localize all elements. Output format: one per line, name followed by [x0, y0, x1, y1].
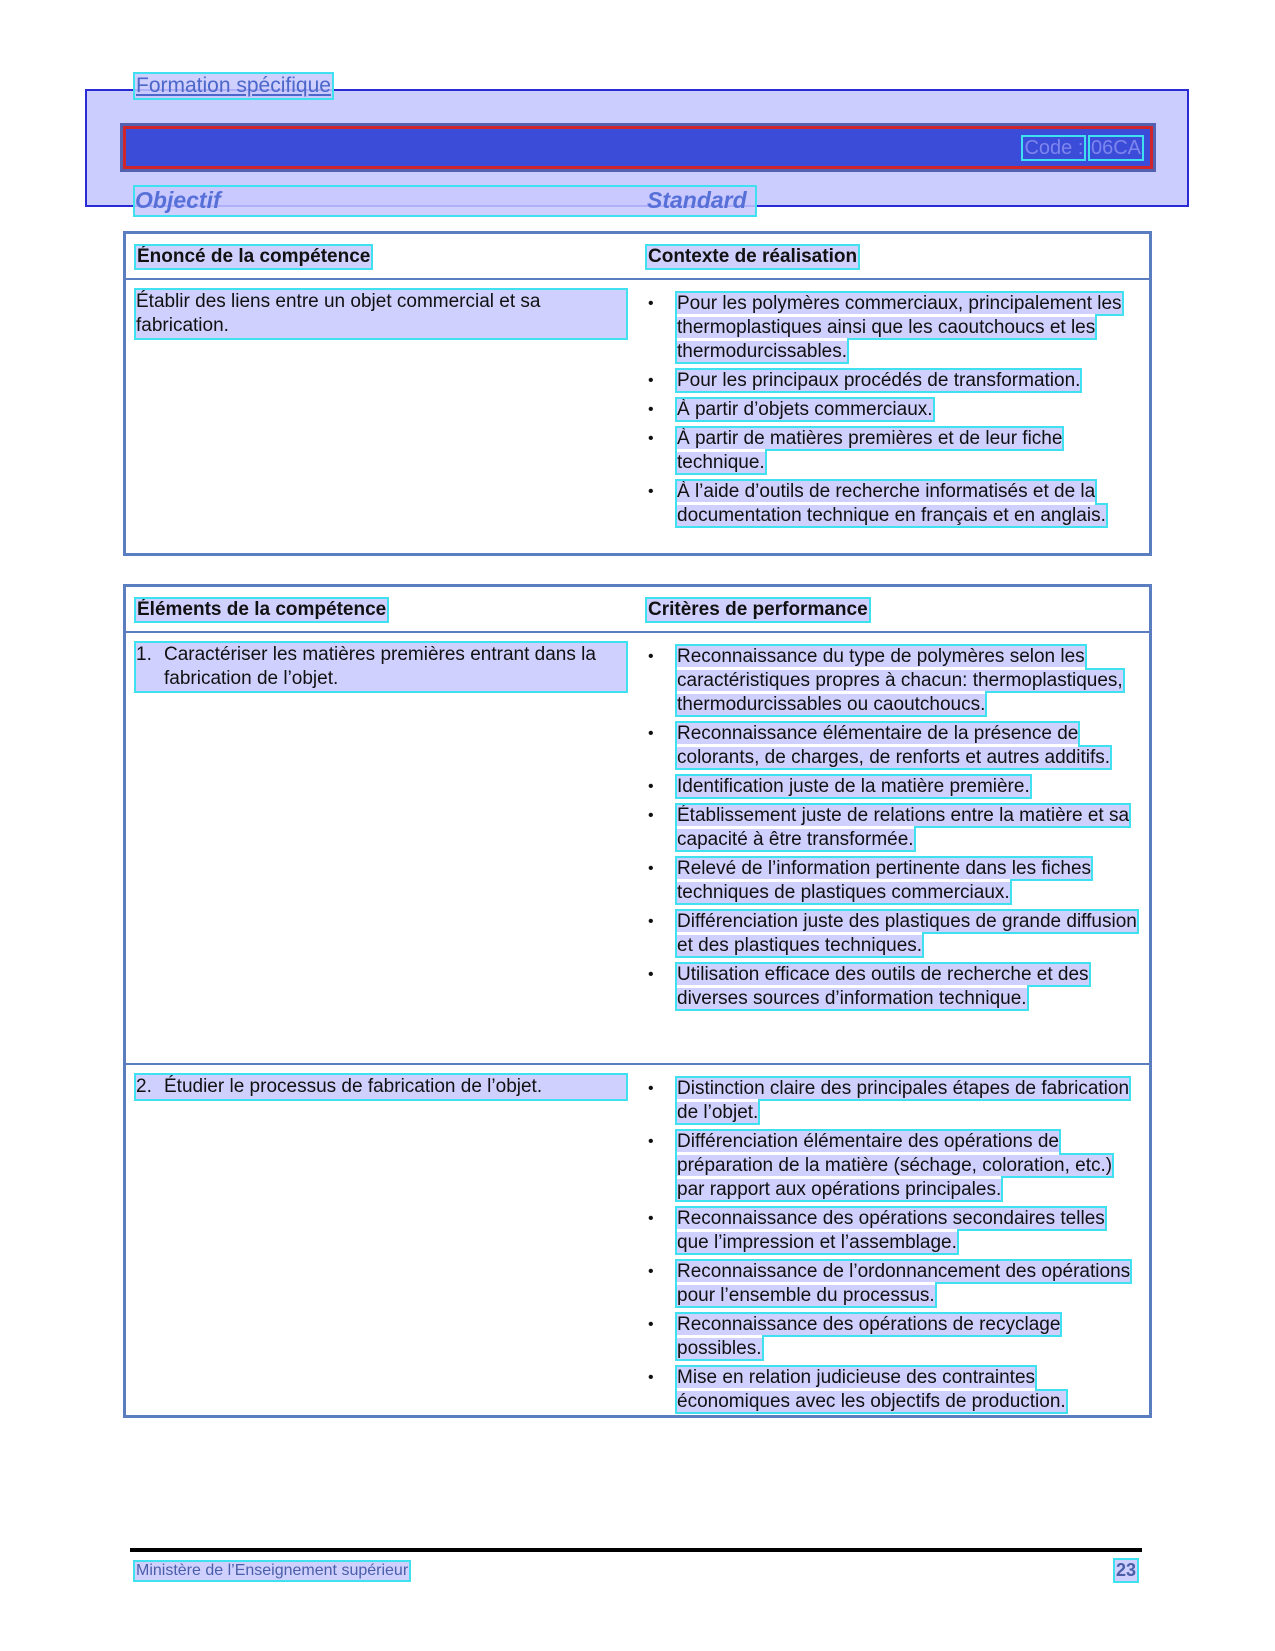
- list-item: • Pour les principaux procédés de transformation.: [648, 370, 1081, 391]
- statement-text: Établir des liens entre un objet commercial et sa fabrication.: [136, 290, 626, 338]
- element-1: [136, 643, 626, 691]
- list-item: • Établissement juste de relations entre la matière et sa capacité à être transformée.: [648, 805, 1130, 850]
- bullet-icon: •: [648, 913, 654, 930]
- element-text: Étudier le processus de fabrication de l’objet.: [136, 1075, 626, 1099]
- list-item: • Reconnaissance de l’ordonnancement des opérations pour l’ensemble du processus.: [648, 1261, 1131, 1306]
- element-row-1: [126, 633, 1149, 1065]
- bullet-icon: •: [648, 860, 654, 877]
- list-item: • Identification juste de la matière première.: [648, 776, 1030, 797]
- competence-statement: [136, 290, 626, 338]
- code-label: Code :: [1024, 137, 1084, 159]
- bullet-icon: •: [648, 1210, 654, 1227]
- program-code: [1023, 137, 1142, 160]
- standard-heading: Standard: [647, 187, 747, 213]
- criteria-list-2: [647, 1077, 1137, 1419]
- list-item: • Différenciation juste des plastiques de grande diffusion et des plastiques techniques.: [648, 911, 1137, 956]
- bullet-icon: •: [648, 807, 654, 824]
- context-header: Contexte de réalisation: [648, 246, 858, 267]
- list-item: • Reconnaissance élémentaire de la présence de colorants, de charges, de renforts et autres additifs.: [648, 723, 1111, 768]
- element-text: Caractériser les matières premières entrant dans la fabrication de l’objet.: [136, 643, 626, 691]
- element-row-2: [126, 1065, 1149, 1415]
- bullet-icon: •: [648, 372, 654, 389]
- list-item: • Distinction claire des principales étapes de fabrication de l’objet.: [648, 1078, 1130, 1123]
- bullet-icon: •: [648, 483, 654, 500]
- list-item: • Reconnaissance des opérations secondaires telles que l’impression et l’assemblage.: [648, 1208, 1105, 1253]
- list-item: • Mise en relation judicieuse des contraintes économiques avec les objectifs de production.: [648, 1367, 1066, 1412]
- footer-ministry: Ministère de l’Enseignement supérieur: [136, 1562, 409, 1579]
- list-item: • Différenciation élémentaire des opérations de préparation de la matière (séchage, coloration, etc.) par rapport aux opérations principales.: [648, 1131, 1113, 1200]
- element-number: 2.: [136, 1076, 152, 1097]
- column-headings: [135, 187, 755, 215]
- list-item: • À partir de matières premières et de leur fiche technique.: [648, 428, 1063, 473]
- criteria-list-1: [647, 645, 1137, 1016]
- bullet-icon: •: [648, 1369, 654, 1386]
- code-bar: [123, 126, 1153, 169]
- bullet-icon: •: [648, 725, 654, 742]
- list-item: • Pour les polymères commerciaux, principalement les thermoplastiques ainsi que les caoutchoucs et les thermodurcissables.: [648, 293, 1122, 362]
- list-item: • Utilisation efficace des outils de recherche et des diverses sources d’information technique.: [648, 964, 1089, 1009]
- footer-divider: [130, 1548, 1142, 1552]
- list-item: • Relevé de l’information pertinente dans les fiches techniques de plastiques commerciaux.: [648, 858, 1092, 903]
- code-value: 06CA: [1090, 137, 1141, 159]
- list-item: • Reconnaissance des opérations de recyclage possibles.: [648, 1314, 1061, 1359]
- statement-header: Énoncé de la compétence: [137, 246, 371, 267]
- element-number: 1.: [136, 644, 152, 665]
- context-list: [647, 292, 1137, 533]
- bullet-icon: •: [648, 295, 654, 312]
- bullet-icon: •: [648, 1080, 654, 1097]
- elements-table: [123, 584, 1152, 1418]
- list-item: • À l’aide d’outils de recherche informatisés et de la documentation technique en français et en anglais.: [648, 481, 1106, 526]
- bullet-icon: •: [648, 778, 654, 795]
- bullet-icon: •: [648, 648, 654, 665]
- bullet-icon: •: [648, 1263, 654, 1280]
- page-number: 23: [1115, 1560, 1136, 1580]
- list-item: • Reconnaissance du type de polymères selon les caractéristiques propres à chacun: thermoplastiques, thermodurcissables ou caoutchoucs.: [648, 646, 1123, 715]
- element-2: [136, 1075, 626, 1099]
- elements-header: Éléments de la compétence: [137, 599, 387, 620]
- bullet-icon: •: [648, 1316, 654, 1333]
- criteria-header: Critères de performance: [648, 599, 868, 620]
- bullet-icon: •: [648, 966, 654, 983]
- elements-table-header: [126, 587, 1149, 633]
- objective-heading: Objectif: [135, 187, 221, 213]
- competence-table: [123, 231, 1152, 556]
- bullet-icon: •: [648, 401, 654, 418]
- competence-table-header: [126, 234, 1149, 280]
- bullet-icon: •: [648, 1133, 654, 1150]
- bullet-icon: •: [648, 430, 654, 447]
- list-item: • À partir d’objets commerciaux.: [648, 399, 933, 420]
- section-title: Formation spécifique: [136, 74, 331, 97]
